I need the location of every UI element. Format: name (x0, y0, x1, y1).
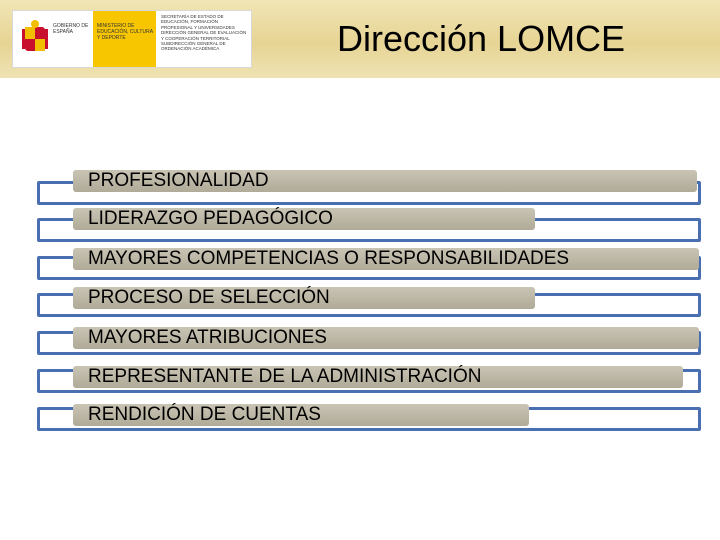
directorate-label: DIRECCIÓN GENERAL DE EVALUACIÓN Y COOPERACIÓN TERRITORIAL (161, 30, 247, 41)
government-label: GOBIERNO DE ESPAÑA (53, 23, 89, 35)
list-item: MAYORES COMPETENCIAS O RESPONSABILIDADES (88, 248, 570, 269)
secretariat-label: SECRETARÍA DE ESTADO DE EDUCACIÓN, FORMACIÓN PROFESIONAL Y UNIVERSIDADES (161, 14, 235, 30)
list-item: RENDICIÓN DE CUENTAS (88, 404, 321, 425)
ministry-label: MINISTERIO DE EDUCACIÓN, CULTURA Y DEPORTE (97, 23, 153, 41)
list-item: REPRESENTANTE DE LA ADMINISTRACIÓN (88, 366, 482, 387)
list-item: LIDERAZGO PEDAGÓGICO (88, 208, 333, 229)
list-item: MAYORES ATRIBUCIONES (88, 327, 327, 348)
subdirectorate-label: SUBDIRECCIÓN GENERAL DE ORDENACIÓN ACADÉMICA (161, 41, 226, 52)
list-item: PROFESIONALIDAD (88, 170, 269, 191)
list-item: PROCESO DE SELECCIÓN (88, 287, 330, 308)
page-title: Dirección LOMCE (337, 18, 626, 59)
